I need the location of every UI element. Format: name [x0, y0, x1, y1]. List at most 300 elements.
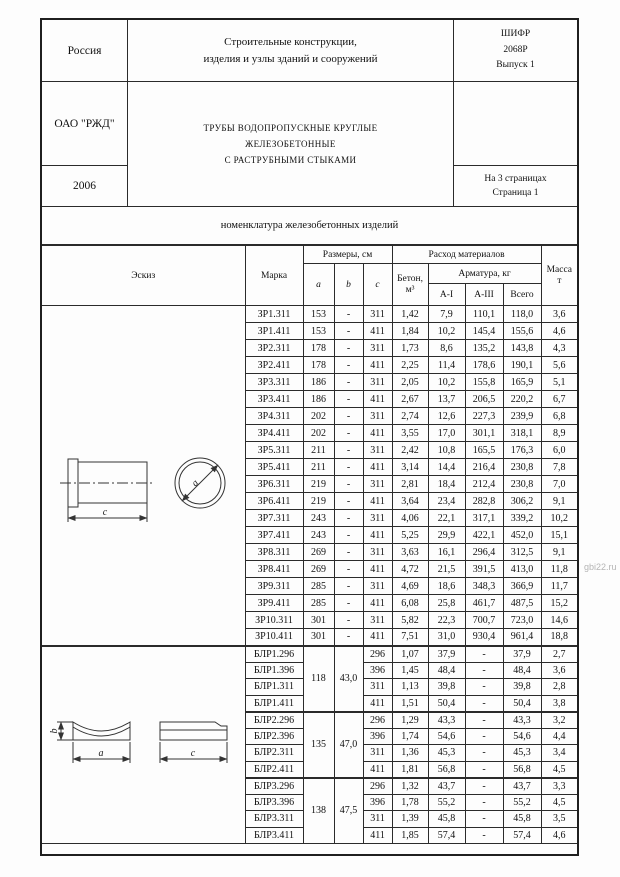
cell-dim-c: 411 — [363, 391, 392, 408]
pipe-diameter-dimension-label: a — [189, 477, 202, 490]
cell-mark: ЗР2.411 — [245, 357, 303, 374]
cell-rebar-ai: 16,1 — [428, 544, 465, 561]
cell-rebar-total: 165,9 — [503, 374, 541, 391]
cell-dim-c: 411 — [363, 561, 392, 578]
cell-concrete: 1,85 — [392, 827, 428, 844]
cell-dim-b: - — [334, 340, 363, 357]
cell-dim-a: 243 — [303, 510, 334, 527]
cell-mass: 3,4 — [541, 745, 577, 762]
cell-mark: БЛР2.396 — [245, 728, 303, 745]
cell-rebar-aiii: 930,4 — [465, 629, 503, 646]
cell-dim-c: 411 — [363, 459, 392, 476]
cipher-cell — [454, 20, 577, 82]
cell-dim-c: 296 — [363, 712, 392, 729]
cell-rebar-total: 190,1 — [503, 357, 541, 374]
cell-dim-c: 411 — [363, 493, 392, 510]
cell-mass: 8,9 — [541, 425, 577, 442]
header-dim-c: c — [363, 264, 392, 306]
cell-rebar-total: 57,4 — [503, 827, 541, 844]
cell-mark: БЛР1.411 — [245, 695, 303, 712]
cell-rebar-aiii: 206,5 — [465, 391, 503, 408]
cell-rebar-ai: 37,9 — [428, 646, 465, 663]
block-height-dimension-label: b — [49, 728, 60, 734]
pages-cell — [454, 166, 577, 206]
cell-dim-c: 396 — [363, 662, 392, 679]
header-dimensions: Размеры, см — [303, 246, 392, 264]
cell-concrete: 1,36 — [392, 745, 428, 762]
cell-mark: БЛР3.396 — [245, 794, 303, 811]
cell-concrete: 1,42 — [392, 306, 428, 323]
cell-concrete: 2,81 — [392, 476, 428, 493]
cell-concrete: 2,25 — [392, 357, 428, 374]
cell-dim-c: 311 — [363, 578, 392, 595]
cell-dim-c: 411 — [363, 629, 392, 646]
cell-dim-a: 178 — [303, 340, 334, 357]
cell-concrete: 1,73 — [392, 340, 428, 357]
country-cell — [42, 20, 128, 82]
cell-dim-c: 411 — [363, 527, 392, 544]
cell-mass: 18,8 — [541, 629, 577, 646]
cell-rebar-aiii: 227,3 — [465, 408, 503, 425]
cell-rebar-aiii: - — [465, 728, 503, 745]
cell-rebar-total: 366,9 — [503, 578, 541, 595]
cell-mark: ЗР5.411 — [245, 459, 303, 476]
cell-mass: 3,8 — [541, 695, 577, 712]
cell-rebar-total: 230,8 — [503, 459, 541, 476]
cell-dim-a: 285 — [303, 578, 334, 595]
cell-mark: ЗР4.311 — [245, 408, 303, 425]
cell-mass: 5,6 — [541, 357, 577, 374]
cell-mass: 9,1 — [541, 493, 577, 510]
header-concrete-line: Бетон, — [397, 273, 423, 284]
cell-concrete: 1,29 — [392, 712, 428, 729]
cell-mass: 3,6 — [541, 662, 577, 679]
cell-rebar-ai: 54,6 — [428, 728, 465, 745]
cell-dim-c: 311 — [363, 306, 392, 323]
catalog-sheet — [40, 18, 579, 856]
cell-rebar-total: 37,9 — [503, 646, 541, 663]
cell-dim-a: 269 — [303, 544, 334, 561]
cell-dim-c: 311 — [363, 510, 392, 527]
cell-rebar-total: 43,7 — [503, 778, 541, 795]
cell-rebar-total: 55,2 — [503, 794, 541, 811]
cell-dim-b: - — [334, 527, 363, 544]
cell-rebar-aiii: 461,7 — [465, 595, 503, 612]
cell-rebar-aiii: - — [465, 662, 503, 679]
cell-rebar-total: 48,4 — [503, 662, 541, 679]
cell-rebar-aiii: 317,1 — [465, 510, 503, 527]
footer-strip — [42, 844, 577, 854]
cell-dim-a: 153 — [303, 306, 334, 323]
cell-rebar-total: 452,0 — [503, 527, 541, 544]
header-dim-a: a — [303, 264, 334, 306]
cell-dim-c: 411 — [363, 827, 392, 844]
cell-concrete: 3,63 — [392, 544, 428, 561]
cell-rebar-ai: 11,4 — [428, 357, 465, 374]
cell-rebar-total: 45,3 — [503, 745, 541, 762]
cell-dim-b: - — [334, 493, 363, 510]
cell-mark: ЗР1.311 — [245, 306, 303, 323]
cell-concrete: 1,32 — [392, 778, 428, 795]
cell-mark: БЛР1.396 — [245, 662, 303, 679]
cell-rebar-total: 413,0 — [503, 561, 541, 578]
cell-mark: ЗР3.411 — [245, 391, 303, 408]
series-title-cell — [128, 20, 454, 82]
section-title-row — [42, 207, 577, 245]
cell-mass: 11,8 — [541, 561, 577, 578]
cell-rebar-total: 56,8 — [503, 761, 541, 778]
header-concrete — [392, 264, 428, 306]
cell-concrete: 1,84 — [392, 323, 428, 340]
title-block — [42, 20, 577, 207]
cell-dim-c: 411 — [363, 425, 392, 442]
cell-dim-c: 411 — [363, 357, 392, 374]
cell-concrete: 3,55 — [392, 425, 428, 442]
cell-dim-a: 202 — [303, 425, 334, 442]
cell-rebar-ai: 12,6 — [428, 408, 465, 425]
cell-dim-b: - — [334, 544, 363, 561]
country-label: Россия — [67, 44, 102, 57]
cell-mark: БЛР2.296 — [245, 712, 303, 729]
cell-rebar-total: 961,4 — [503, 629, 541, 646]
cell-dim-b: - — [334, 374, 363, 391]
block-length-dimension-label: c — [190, 748, 196, 759]
cell-dim-a: 118 — [303, 646, 334, 712]
header-concrete-line: м³ — [405, 284, 415, 295]
cell-mark: ЗР9.311 — [245, 578, 303, 595]
cell-rebar-aiii: 135,2 — [465, 340, 503, 357]
cell-dim-b: 47,0 — [334, 712, 363, 778]
cell-mass: 4,4 — [541, 728, 577, 745]
cell-dim-c: 311 — [363, 442, 392, 459]
cell-rebar-total: 143,8 — [503, 340, 541, 357]
cell-mass: 2,7 — [541, 646, 577, 663]
pipe-length-dimension-label: c — [102, 507, 108, 518]
cell-mass: 6,0 — [541, 442, 577, 459]
cell-dim-b: - — [334, 510, 363, 527]
pages-line: На 3 страницах — [484, 173, 547, 184]
header-rebar-total: Всего — [503, 284, 541, 306]
table-header — [42, 246, 577, 306]
cell-rebar-total: 54,6 — [503, 728, 541, 745]
cell-dim-b: - — [334, 306, 363, 323]
cell-concrete: 4,69 — [392, 578, 428, 595]
cell-concrete: 2,05 — [392, 374, 428, 391]
cell-mark: БЛР3.411 — [245, 827, 303, 844]
cell-rebar-total: 43,3 — [503, 712, 541, 729]
cell-dim-a: 211 — [303, 442, 334, 459]
cell-dim-a: 186 — [303, 391, 334, 408]
cell-dim-c: 396 — [363, 794, 392, 811]
cell-concrete: 3,14 — [392, 459, 428, 476]
cell-concrete: 2,67 — [392, 391, 428, 408]
cell-dim-a: 211 — [303, 459, 334, 476]
products-table — [42, 245, 577, 844]
cell-dim-b: - — [334, 578, 363, 595]
subject-line: С РАСТРУБНЫМИ СТЫКАМИ — [224, 155, 357, 166]
page-number-line: Страница 1 — [492, 188, 539, 198]
cell-mark: ЗР8.411 — [245, 561, 303, 578]
header-mass — [541, 246, 577, 306]
cell-mark: БЛР2.311 — [245, 745, 303, 762]
cell-rebar-aiii: 165,5 — [465, 442, 503, 459]
cell-rebar-ai: 8,6 — [428, 340, 465, 357]
cell-rebar-ai: 39,8 — [428, 679, 465, 696]
cell-mark: ЗР10.311 — [245, 612, 303, 629]
cell-rebar-aiii: 296,4 — [465, 544, 503, 561]
cell-concrete: 1,13 — [392, 679, 428, 696]
header-mark: Марка — [245, 246, 303, 306]
cell-mass: 4,6 — [541, 323, 577, 340]
cell-mass: 10,2 — [541, 510, 577, 527]
sketch-cell-blocks — [42, 646, 245, 844]
cell-dim-c: 411 — [363, 761, 392, 778]
cell-dim-b: - — [334, 425, 363, 442]
cell-concrete: 5,25 — [392, 527, 428, 544]
cell-rebar-ai: 31,0 — [428, 629, 465, 646]
cell-mass: 2,8 — [541, 679, 577, 696]
series-title-line: изделия и узлы зданий и сооружений — [203, 52, 378, 65]
cell-rebar-total: 487,5 — [503, 595, 541, 612]
cell-rebar-aiii: 348,3 — [465, 578, 503, 595]
cell-rebar-ai: 10,2 — [428, 374, 465, 391]
cell-rebar-ai: 22,3 — [428, 612, 465, 629]
cell-rebar-ai: 43,7 — [428, 778, 465, 795]
cell-rebar-ai: 14,4 — [428, 459, 465, 476]
cell-rebar-ai: 22,1 — [428, 510, 465, 527]
cell-rebar-aiii: - — [465, 794, 503, 811]
cell-mass: 15,1 — [541, 527, 577, 544]
cell-mass: 6,8 — [541, 408, 577, 425]
cell-rebar-aiii: 301,1 — [465, 425, 503, 442]
cell-rebar-total: 220,2 — [503, 391, 541, 408]
cell-dim-a: 178 — [303, 357, 334, 374]
cell-rebar-ai: 43,3 — [428, 712, 465, 729]
cell-rebar-total: 339,2 — [503, 510, 541, 527]
cell-rebar-ai: 23,4 — [428, 493, 465, 510]
cell-rebar-aiii: - — [465, 679, 503, 696]
cell-dim-c: 311 — [363, 476, 392, 493]
series-title-line: Строительные конструкции, — [224, 36, 357, 48]
cell-rebar-ai: 57,4 — [428, 827, 465, 844]
cell-rebar-ai: 18,6 — [428, 578, 465, 595]
cell-concrete: 2,74 — [392, 408, 428, 425]
cell-dim-a: 285 — [303, 595, 334, 612]
cell-concrete: 7,51 — [392, 629, 428, 646]
cell-rebar-total: 723,0 — [503, 612, 541, 629]
cell-concrete: 1,45 — [392, 662, 428, 679]
header-rebar-ai: А-I — [428, 284, 465, 306]
cell-concrete: 4,72 — [392, 561, 428, 578]
cell-mark: ЗР7.411 — [245, 527, 303, 544]
header-dim-b: b — [334, 264, 363, 306]
cell-rebar-ai: 25,8 — [428, 595, 465, 612]
cipher-value: 2068Р — [503, 44, 528, 55]
cell-rebar-ai: 18,4 — [428, 476, 465, 493]
cell-mark: ЗР9.411 — [245, 595, 303, 612]
cell-concrete: 1,07 — [392, 646, 428, 663]
cell-rebar-ai: 13,7 — [428, 391, 465, 408]
cell-dim-b: 43,0 — [334, 646, 363, 712]
cell-concrete: 3,64 — [392, 493, 428, 510]
cell-rebar-total: 155,6 — [503, 323, 541, 340]
cell-mark: БЛР1.311 — [245, 679, 303, 696]
cell-dim-c: 311 — [363, 679, 392, 696]
cell-mark: ЗР8.311 — [245, 544, 303, 561]
cell-rebar-aiii: 145,4 — [465, 323, 503, 340]
cell-rebar-aiii: - — [465, 778, 503, 795]
cell-concrete: 1,78 — [392, 794, 428, 811]
cell-dim-c: 311 — [363, 811, 392, 828]
cell-mass: 14,6 — [541, 612, 577, 629]
cell-rebar-total: 318,1 — [503, 425, 541, 442]
year-cell — [42, 166, 128, 206]
cell-concrete: 2,42 — [392, 442, 428, 459]
cell-rebar-aiii: - — [465, 761, 503, 778]
cell-dim-b: - — [334, 595, 363, 612]
cell-rebar-ai: 56,8 — [428, 761, 465, 778]
cell-mass: 3,6 — [541, 306, 577, 323]
cell-concrete: 1,81 — [392, 761, 428, 778]
cell-rebar-total: 176,3 — [503, 442, 541, 459]
cell-dim-c: 311 — [363, 745, 392, 762]
cell-mark: ЗР10.411 — [245, 629, 303, 646]
cell-dim-c: 311 — [363, 612, 392, 629]
cell-dim-b: 47,5 — [334, 778, 363, 844]
header-materials: Расход материалов — [392, 246, 541, 264]
cell-rebar-aiii: 282,8 — [465, 493, 503, 510]
cell-dim-c: 411 — [363, 595, 392, 612]
cell-mark: ЗР7.311 — [245, 510, 303, 527]
cell-mark: ЗР1.411 — [245, 323, 303, 340]
cell-rebar-ai: 45,8 — [428, 811, 465, 828]
subject-line: ЖЕЛЕЗОБЕТОННЫЕ — [245, 138, 336, 149]
cell-rebar-total: 312,5 — [503, 544, 541, 561]
cell-rebar-aiii: - — [465, 646, 503, 663]
cell-mass: 3,5 — [541, 811, 577, 828]
cell-concrete: 1,51 — [392, 695, 428, 712]
cell-rebar-ai: 17,0 — [428, 425, 465, 442]
cipher-label: ШИФР — [500, 28, 531, 39]
cell-dim-c: 296 — [363, 778, 392, 795]
cell-dim-b: - — [334, 323, 363, 340]
cell-rebar-aiii: - — [465, 695, 503, 712]
cell-mass: 9,1 — [541, 544, 577, 561]
cell-rebar-aiii: 422,1 — [465, 527, 503, 544]
cell-rebar-ai: 45,3 — [428, 745, 465, 762]
cell-dim-b: - — [334, 476, 363, 493]
cell-dim-c: 296 — [363, 646, 392, 663]
sketch-cell-pipes — [42, 306, 245, 646]
cell-dim-c: 396 — [363, 728, 392, 745]
cell-mark: ЗР6.411 — [245, 493, 303, 510]
cell-mark: БЛР3.311 — [245, 811, 303, 828]
table-row — [42, 646, 577, 663]
subject-line: ТРУБЫ ВОДОПРОПУСКНЫЕ КРУГЛЫЕ — [203, 122, 378, 133]
cell-mark: ЗР5.311 — [245, 442, 303, 459]
cell-dim-b: - — [334, 391, 363, 408]
cell-mark: ЗР3.311 — [245, 374, 303, 391]
cell-rebar-total: 45,8 — [503, 811, 541, 828]
cell-dim-a: 243 — [303, 527, 334, 544]
cell-dim-c: 411 — [363, 323, 392, 340]
cell-rebar-aiii: 110,1 — [465, 306, 503, 323]
cell-mark: БЛР1.296 — [245, 646, 303, 663]
cell-mark: ЗР2.311 — [245, 340, 303, 357]
cell-dim-a: 186 — [303, 374, 334, 391]
cell-dim-a: 219 — [303, 476, 334, 493]
cell-dim-c: 411 — [363, 695, 392, 712]
cell-dim-a: 301 — [303, 612, 334, 629]
cell-mass: 7,8 — [541, 459, 577, 476]
cell-rebar-ai: 50,4 — [428, 695, 465, 712]
header-mass-line: т — [557, 275, 562, 286]
cell-concrete: 4,06 — [392, 510, 428, 527]
cell-rebar-ai: 21,5 — [428, 561, 465, 578]
cell-dim-c: 311 — [363, 374, 392, 391]
organization-label: ОАО "РЖД" — [54, 117, 115, 130]
cell-dim-a: 153 — [303, 323, 334, 340]
block-width-dimension-label: a — [98, 748, 104, 759]
cell-rebar-ai: 48,4 — [428, 662, 465, 679]
cell-mass: 3,3 — [541, 778, 577, 795]
cell-mark: БЛР3.296 — [245, 778, 303, 795]
cell-rebar-aiii: 155,8 — [465, 374, 503, 391]
year-label: 2006 — [73, 180, 96, 192]
cell-dim-a: 135 — [303, 712, 334, 778]
cell-rebar-total: 306,2 — [503, 493, 541, 510]
cell-rebar-aiii: 178,6 — [465, 357, 503, 374]
header-sketch: Эскиз — [42, 246, 245, 306]
cell-rebar-aiii: - — [465, 712, 503, 729]
cell-mass: 6,7 — [541, 391, 577, 408]
cell-concrete: 1,39 — [392, 811, 428, 828]
cell-rebar-aiii: - — [465, 827, 503, 844]
cell-rebar-aiii: 216,4 — [465, 459, 503, 476]
cell-dim-b: - — [334, 561, 363, 578]
cell-mass: 5,1 — [541, 374, 577, 391]
cell-mark: БЛР2.411 — [245, 761, 303, 778]
cell-rebar-total: 239,9 — [503, 408, 541, 425]
cell-dim-a: 202 — [303, 408, 334, 425]
table-body — [42, 306, 577, 844]
cell-mass: 11,7 — [541, 578, 577, 595]
issue-label: Выпуск 1 — [496, 60, 535, 71]
cell-dim-c: 311 — [363, 408, 392, 425]
cell-dim-b: - — [334, 357, 363, 374]
cell-rebar-aiii: 212,4 — [465, 476, 503, 493]
cell-dim-a: 219 — [303, 493, 334, 510]
cell-rebar-total: 118,0 — [503, 306, 541, 323]
section-title: номенклатура железобетонных изделий — [220, 220, 399, 231]
header-mass-line: Масса — [546, 264, 572, 275]
cell-dim-b: - — [334, 442, 363, 459]
cell-rebar-aiii: - — [465, 811, 503, 828]
cell-dim-a: 301 — [303, 629, 334, 646]
cell-dim-b: - — [334, 612, 363, 629]
cell-concrete: 5,82 — [392, 612, 428, 629]
cell-mark: ЗР4.411 — [245, 425, 303, 442]
cell-mass: 15,2 — [541, 595, 577, 612]
cell-mass: 4,6 — [541, 827, 577, 844]
header-rebar: Арматура, кг — [428, 264, 541, 284]
header-rebar-aiii: А-III — [465, 284, 503, 306]
cell-rebar-ai: 29,9 — [428, 527, 465, 544]
organization-cell — [42, 82, 128, 166]
cell-dim-b: - — [334, 459, 363, 476]
cell-dim-b: - — [334, 629, 363, 646]
cell-dim-a: 138 — [303, 778, 334, 844]
